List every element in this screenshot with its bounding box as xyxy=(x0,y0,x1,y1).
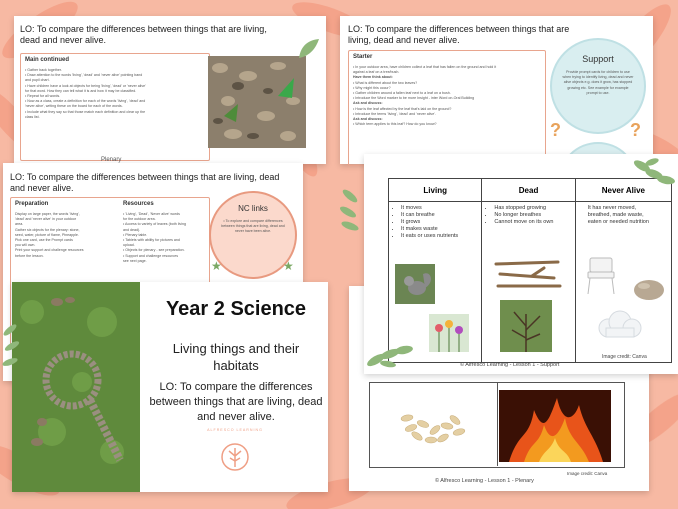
support-title: Support xyxy=(582,54,614,64)
plenary-grid-divider xyxy=(497,382,498,466)
header-never-alive: Never Alive xyxy=(575,179,671,202)
title-slide xyxy=(12,282,328,492)
alfresco-logo xyxy=(207,428,263,480)
star-icon-right: ★ xyxy=(283,259,294,273)
title-subtitle: Living things and their habitats xyxy=(172,341,300,373)
cell-living: • It moves • It can breathe • It grows • It makes waste • It eats or uses nutrients xyxy=(389,202,482,363)
starter-title: Starter xyxy=(353,54,373,60)
starter-box xyxy=(348,50,546,166)
dead-plant-photo xyxy=(500,300,552,352)
flowers-photo xyxy=(429,314,469,352)
living-dead-table xyxy=(388,178,672,363)
header-living: Living xyxy=(389,179,482,202)
starter-text: • In your outdoor area, have children collect a leaf that has fallen on the ground and hold it against a leaf on a tree/bush. Have them think about: • What is different about the two leaves? • Why might this occur? • Gather children around a fallen leaf next to a leaf on a bush. • Introduce the Word marker to be more Insight - inter Word on-Oral Building Ask and discuss: • How is the leaf affected by the leaf that's laid on the ground? • Introduce the terms 'living', 'dead' and 'never alive'. Ask and discuss: • Which term applies to this leaf? How do you know? xyxy=(353,65,497,127)
table-footer: © Alfresco Learning - Lesson 1 - Support xyxy=(460,362,560,368)
main-continued-box xyxy=(20,53,210,161)
support-text: Provide prompt cards for children to use when trying to identify living, dead and never alive objects e.g. does it grow, has stopped growing etc. See example for example prompt to use. xyxy=(562,70,634,95)
main-continued-title: Main continued xyxy=(25,57,69,63)
squirrel-photo xyxy=(395,264,435,304)
header-dead: Dead xyxy=(482,179,575,202)
resources-text: • 'Living', 'Dead', 'Never alive' words for the outdoor area. • Access to variety of leaves (both living and dead). • Plenary table. • Tablets with ability for pictures and upload. • Objects for plenary - see preparation. • Support and challenge resources see next page. xyxy=(123,212,186,263)
preparation-text: Display on large paper, the words 'living', 'dead' and 'never alive' in your outdoor area. Gather six objects for the plenary: stone, seed, water, picture of flame, Pineapple. Pick one card, use the Prompt cards you will own. Print your support and challenge resources before the lesson. xyxy=(15,212,84,258)
slide1-lo: LO: To compare the differences between things that are living, dead and never alive. xyxy=(20,24,267,45)
cell-never-alive xyxy=(575,202,671,363)
leaf-sprig-icon-left xyxy=(0,318,22,378)
main-continued-text: • Gather back together. • Draw attention to the words 'living', 'dead' and 'never alive' pointing band and pupil chart. • Have children have a look at objects for being 'living', 'dead' or 'never alive' for that word. How they can tell what it is and how it may be classified. • Repeat for all words. • Now as a class, create a definition for each of the words 'living', 'dead' and 'never alive', writing these on the board for each of the words. • Include what they say so that those match each definition and clear up the class list. xyxy=(25,68,146,119)
resources-title: Resources xyxy=(123,201,154,207)
chair-photo xyxy=(582,254,620,296)
logo-text: ALFRESCO LEARNING xyxy=(207,428,263,432)
slide2-lo: LO: To compare the differences between things that are living, dead and never alive. xyxy=(348,24,570,45)
slide-main-continued xyxy=(14,16,326,164)
slide-starter xyxy=(340,16,653,164)
cloud-photo xyxy=(592,310,648,340)
question-mark-right-icon: ? xyxy=(630,120,641,140)
cell-dead: • Has stopped growing • No longer breathes • Cannot move on its own xyxy=(482,202,575,363)
nc-links-title: NC links xyxy=(238,204,268,213)
stone-photo xyxy=(632,276,666,302)
slide3-lo: LO: To compare the differences between things that are living, dead and never alive. xyxy=(10,172,280,193)
plenary-tab: Plenary xyxy=(101,157,122,163)
plenary-footer: © Alfresco Learning - Lesson 1 - Plenary xyxy=(435,478,534,484)
table-credit: Image credit: Canva xyxy=(602,354,647,360)
nc-links-text: • To explore and compare differences between things that are living, dead and never have been alive. xyxy=(221,219,285,234)
leaf-sprig-icon-bottom xyxy=(364,330,416,370)
preparation-title: Preparation xyxy=(15,201,49,207)
leaf-sprig-icon-middle xyxy=(334,186,364,236)
never-alive-text: It has never moved, breathed, made waste, eaten or needed nutrition xyxy=(587,205,649,225)
title-lo: LO: To compare the differences between things that are living, dead and never alive. xyxy=(149,381,323,423)
star-icon-left: ★ xyxy=(211,259,222,273)
tree-logo-icon xyxy=(212,434,258,480)
plenary-credit: Image credit: Canva xyxy=(567,471,608,476)
question-mark-left-icon: ? xyxy=(550,120,561,140)
slide1-leaf-icon xyxy=(296,36,322,62)
leaf-sprig-icon-top xyxy=(628,156,676,192)
title-heading: Year 2 Science xyxy=(165,298,307,320)
gravel-photo xyxy=(208,56,306,148)
magnifier-stones-photo xyxy=(12,282,140,492)
sticks-photo xyxy=(492,256,564,292)
support-table-sheet xyxy=(364,154,678,374)
